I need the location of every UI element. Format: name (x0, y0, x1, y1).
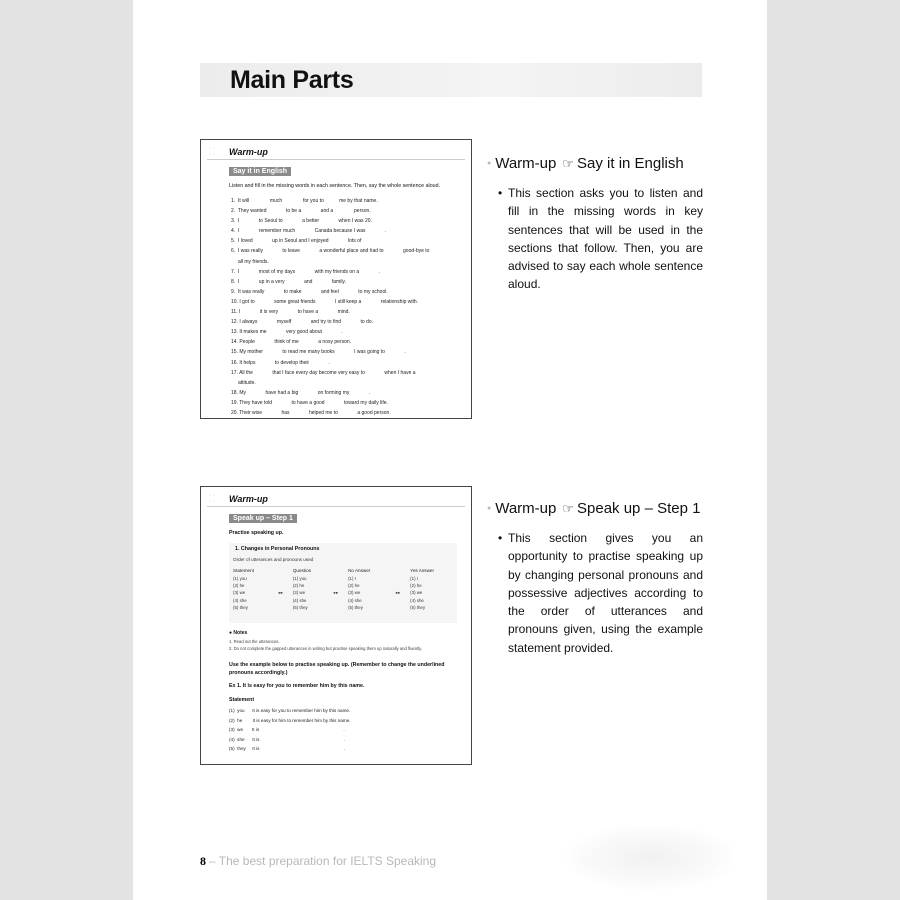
table-cell (388, 575, 410, 582)
table-cell: (1) you (292, 576, 307, 581)
table-cell (271, 582, 293, 589)
table-row (233, 597, 453, 604)
table-row (233, 589, 453, 596)
table-row (233, 575, 453, 582)
spacer (388, 567, 410, 575)
heading-part: Warm-up (495, 155, 557, 172)
table-cell: (1) I (410, 576, 418, 581)
notes-title (229, 630, 247, 636)
statement-item: (1) you It is easy for you to remember him by this name. (229, 708, 351, 713)
table-cell (271, 597, 293, 604)
statement-item: (3) we It is . (229, 727, 345, 733)
heading-part: Warm-up (495, 500, 557, 517)
sentence-item: 18. My have had a big on forming my . (231, 389, 371, 396)
header-rule (207, 506, 465, 507)
sample-page-say-it-in-english (200, 139, 472, 419)
sample-instruction: Practise speaking up. (229, 530, 284, 536)
sentence-item: 3. I to Seoul to a better when I was 20. (231, 218, 372, 225)
table-cell (388, 597, 410, 604)
table-cell (326, 575, 348, 582)
header-rule (207, 159, 465, 160)
bullet-icon: • (498, 186, 503, 200)
sample-tag: Say it in English (229, 167, 291, 176)
sentence-item: attitude. (231, 379, 256, 386)
arrow-icon: ▸▸ (333, 590, 339, 596)
sentence-item: 4. I remember much Canada because I was . (231, 228, 387, 235)
sentence-item: 12. I always myself and try to find to do. (231, 319, 373, 326)
table-cell: (3) we (292, 590, 306, 596)
sentence-item: 16. It helps to develop their . (231, 359, 330, 366)
table-cell: (5) they (348, 604, 363, 610)
statement-item: (4) she It is . (229, 736, 345, 742)
sentence-item: 7. I most of my days with my friends on a . (231, 268, 380, 275)
arrow-icon: ▸▸ (278, 590, 283, 596)
description-text: This section gives you an opportunity to practise speaking up by changing personal pronouns and possessive adjectives according to the order of utterances and pronouns given, using the example statement provided. (508, 531, 703, 655)
statement-item: (5) they It is . (229, 746, 345, 752)
statement-list (229, 706, 351, 754)
note-item: 2. Do not complete the gapped utterances in writing but practise speaking them up naturally and fluently. (229, 646, 423, 651)
column-header: Statement (233, 568, 254, 573)
decorative-dots: · · · · (209, 145, 216, 158)
table-cell (388, 582, 410, 589)
arrow-icon: ▸▸ (395, 590, 401, 596)
table-cell: (5) they (292, 604, 308, 610)
section-heading-say-it (487, 154, 684, 174)
page-footer (200, 854, 436, 869)
sentence-item: 9. It was really to make and feel to my school. (231, 288, 388, 295)
sentence-item: 19. They have told to have a good toward my daily life. (231, 399, 388, 406)
section-heading-speak-up (487, 499, 700, 519)
pronoun-title: 1. Changes in Personal Pronouns (235, 546, 320, 552)
table-cell: (1) you (233, 576, 247, 581)
section-description-speak-up (498, 529, 703, 657)
table-row (233, 604, 453, 611)
bullet-icon: ● (487, 505, 492, 513)
table-cell: (2) he (410, 583, 422, 589)
table-cell (326, 604, 348, 611)
table-cell (388, 604, 410, 611)
pointing-hand-icon: ☞ (562, 501, 575, 516)
sample-instruction: Listen and fill in the missing words in each sentence. Then, say the whole sentence aloud. (229, 183, 441, 189)
footer-text: – The best preparation for IELTS Speaking (209, 854, 437, 868)
sample-page-speak-up-step-1 (200, 486, 472, 765)
statement-item: (2) he It is easy for him to remember him by this name. (229, 717, 351, 723)
table-cell: (3) we (410, 590, 423, 596)
decorative-dots: · · · · (209, 492, 216, 505)
table-cell: (3) we (233, 590, 246, 596)
table-cell (326, 597, 348, 604)
table-header-row (233, 567, 453, 575)
sentence-item: 15. My mother to read me many books I was going to . (231, 349, 406, 356)
example-sentence: Ex 1. It is easy for you to remember him by this name. (229, 683, 365, 689)
page-title: Main Parts (230, 66, 354, 94)
sentence-item: all my friends. (231, 258, 269, 265)
sentence-item: 11. I it is very to have a mind. (231, 309, 350, 316)
table-cell: (3) we (348, 590, 361, 596)
page-number: 8 (200, 854, 206, 868)
note-item: 1. Read out the utterances. (229, 639, 280, 644)
sentence-item: 13. It makes me very good about . (231, 329, 343, 336)
sentence-item: 20. Their wise has helped me to a good person. (231, 409, 391, 416)
page-smudge (565, 825, 735, 890)
notes-list (229, 638, 422, 652)
sample-tag: Speak up – Step 1 (229, 514, 297, 523)
statement-label: Statement (229, 697, 255, 703)
notes-title-text: Notes (233, 630, 248, 636)
table-cell (271, 575, 293, 582)
pronoun-subtitle: Order of utterances and pronouns used (233, 557, 314, 562)
sentence-item: 2. They wanted to be a and a person. (231, 208, 371, 215)
table-cell: (2) he (348, 583, 360, 589)
table-cell: (4) she (233, 597, 247, 603)
sentence-item: 8. I up in a very and family. (231, 278, 346, 285)
column-header: Question (292, 568, 312, 573)
sentence-item: 10. I got to some great friends I still keep a relationship with. (231, 298, 419, 305)
table-cell (326, 582, 348, 589)
table-cell: (5) they (233, 604, 248, 610)
document-page (133, 0, 767, 900)
sentence-list (231, 196, 463, 418)
spacer (271, 567, 293, 575)
bullet-icon: ● (229, 630, 233, 636)
table-cell: (2) he (233, 583, 245, 589)
sentence-item: 14. People think of me a nosy person. (231, 339, 352, 346)
table-row (233, 582, 453, 589)
sample-header: Warm-up (229, 147, 268, 157)
table-cell: (4) she (410, 597, 424, 603)
sentence-item: 17. All the that I face every day become very easy to when I have a (231, 369, 416, 376)
table-cell: (1) I (348, 576, 356, 581)
table-cell: (2) he (292, 583, 305, 589)
pointing-hand-icon: ☞ (562, 156, 575, 171)
heading-part: Say it in English (577, 155, 684, 172)
example-instruction: Use the example below to practise speaking up. (Remember to change the underlined pronouns accordingly.) (229, 662, 445, 676)
table-cell: (4) she (348, 597, 362, 603)
table-cell: (4) she (292, 597, 307, 603)
sentence-item: 1. It will much for you to me by that name. (231, 198, 378, 204)
column-header: Yes Answer (410, 568, 435, 573)
bullet-icon: • (498, 531, 503, 545)
section-description-say-it (498, 184, 703, 294)
sentence-item: 6. I was really to leave a wonderful place and had to good-bye to (231, 248, 430, 255)
table-cell: (5) they (410, 604, 426, 610)
sentence-item: 5. I loved up in Seoul and I enjoyed lots of (231, 238, 362, 245)
heading-part: Speak up – Step 1 (577, 500, 701, 517)
pronoun-table (233, 567, 453, 611)
column-header: No Answer (348, 568, 371, 573)
bullet-icon: ● (487, 160, 492, 168)
table-cell (271, 604, 293, 611)
spacer (326, 567, 348, 575)
sample-header: Warm-up (229, 494, 268, 504)
description-text: This section asks you to listen and fill in the missing words in key sentences that will be used in the sections that follow. Then, you are advised to say each whole sentence aloud. (508, 186, 703, 292)
